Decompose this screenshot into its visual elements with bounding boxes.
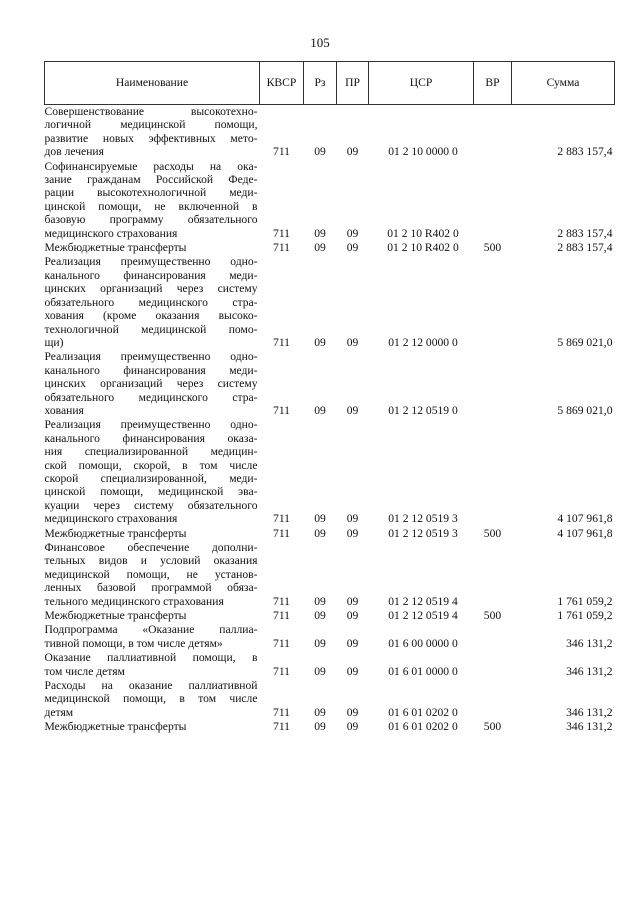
table-row bbox=[45, 651, 615, 679]
row-csr: 01 2 12 0519 3 bbox=[388, 526, 458, 540]
name-line: тивной помощи, в том числе детям» bbox=[44, 636, 223, 650]
row-kvsr: 711 bbox=[273, 335, 290, 349]
header-name: Наименование bbox=[45, 62, 260, 105]
name-line: рации высокотехнологичной меди- bbox=[44, 186, 258, 200]
table-header bbox=[45, 62, 615, 105]
row-vr: 500 bbox=[483, 526, 502, 540]
row-pr: 09 bbox=[346, 145, 359, 159]
row-name bbox=[45, 541, 260, 609]
row-rz: 09 bbox=[314, 226, 326, 240]
header-pr: ПР bbox=[337, 62, 369, 105]
row-kvsr: 711 bbox=[273, 636, 290, 650]
row-kvsr: 711 bbox=[273, 526, 290, 540]
name-line: канального финансирования меди- bbox=[44, 363, 258, 377]
row-pr: 09 bbox=[346, 335, 359, 349]
row-rz: 09 bbox=[314, 403, 326, 417]
row-vr bbox=[474, 160, 512, 241]
row-rz: 09 bbox=[314, 512, 326, 526]
row-csr: 01 6 00 0000 0 bbox=[388, 636, 458, 650]
row-pr: 09 bbox=[346, 636, 359, 650]
name-line: развитие новых эффективных мето- bbox=[44, 131, 258, 145]
name-line: логичной медицинской помощи, bbox=[44, 118, 258, 132]
name-line: медицинского страхования bbox=[44, 512, 178, 526]
name-line: хования bbox=[44, 403, 84, 417]
row-csr: 01 6 01 0202 0 bbox=[388, 720, 458, 734]
row-vr bbox=[474, 350, 512, 418]
row-rz: 09 bbox=[314, 145, 326, 159]
row-pr: 09 bbox=[346, 664, 359, 678]
name-line: тельных видов и условий оказания bbox=[44, 554, 258, 568]
row-kvsr: 711 bbox=[273, 241, 290, 255]
row-pr: 09 bbox=[346, 705, 359, 719]
table-row bbox=[45, 255, 615, 350]
row-name bbox=[45, 609, 260, 623]
name-line: щи) bbox=[44, 335, 64, 349]
budget-table bbox=[44, 61, 615, 735]
page-number: 105 bbox=[310, 35, 330, 50]
row-kvsr: 711 bbox=[273, 594, 290, 608]
row-vr: 500 bbox=[483, 241, 502, 255]
name-line: Расходы на оказание паллиативной bbox=[44, 679, 258, 693]
row-kvsr: 711 bbox=[273, 664, 290, 678]
name-line: канального финансирования оказа- bbox=[44, 431, 258, 445]
header-vr: ВР bbox=[474, 62, 512, 105]
name-line: куации через систему обязательного bbox=[44, 498, 258, 512]
name-line: Реализация преимущественно одно- bbox=[44, 350, 258, 364]
row-kvsr: 711 bbox=[273, 145, 290, 159]
row-vr bbox=[474, 541, 512, 609]
row-sum: 2 883 157,4 bbox=[557, 145, 613, 159]
row-sum: 4 107 961,8 bbox=[557, 512, 613, 526]
table-row bbox=[45, 350, 615, 418]
row-vr: 500 bbox=[483, 609, 502, 623]
name-line: Межбюджетные трансферты bbox=[44, 526, 187, 540]
name-line: цинской помощи, не включенной в bbox=[44, 199, 258, 213]
row-csr: 01 2 12 0000 0 bbox=[388, 335, 458, 349]
row-csr: 01 2 12 0519 0 bbox=[388, 403, 458, 417]
row-pr: 09 bbox=[346, 594, 359, 608]
name-line: том числе детям bbox=[44, 664, 125, 678]
table-row bbox=[45, 541, 615, 609]
name-line: дов лечения bbox=[44, 145, 104, 159]
name-line: Оказание паллиативной помощи, в bbox=[44, 651, 258, 665]
header-sum: Сумма bbox=[512, 62, 615, 105]
name-line: обязательного медицинского стра- bbox=[44, 390, 258, 404]
name-line: цинской помощи, медицинской эва- bbox=[44, 485, 258, 499]
row-sum: 5 869 021,0 bbox=[557, 403, 613, 417]
row-rz: 09 bbox=[314, 705, 326, 719]
row-csr: 01 2 12 0519 4 bbox=[388, 609, 458, 623]
name-line: ленных базовой программой обяза- bbox=[44, 581, 258, 595]
row-sum: 346 131,2 bbox=[566, 705, 613, 719]
row-csr: 01 2 12 0519 4 bbox=[388, 594, 458, 608]
row-kvsr: 711 bbox=[273, 609, 290, 623]
row-pr: 09 bbox=[346, 403, 359, 417]
header-csr: ЦСР bbox=[369, 62, 474, 105]
name-line: детям bbox=[44, 705, 74, 719]
table-row bbox=[45, 623, 615, 651]
name-line: цинских организаций через систему bbox=[44, 282, 258, 296]
row-kvsr: 711 bbox=[273, 226, 290, 240]
name-line: ской помощи, скорой, в том числе bbox=[44, 458, 258, 472]
row-csr: 01 2 10 R402 0 bbox=[387, 241, 459, 255]
name-line: Межбюджетные трансферты bbox=[44, 241, 187, 255]
row-rz: 09 bbox=[314, 241, 326, 255]
name-line: Межбюджетные трансферты bbox=[44, 609, 187, 623]
name-line: обязательного медицинского стра- bbox=[44, 295, 258, 309]
row-name bbox=[45, 651, 260, 679]
table-row bbox=[45, 720, 615, 734]
row-name bbox=[45, 679, 260, 720]
table-row bbox=[45, 679, 615, 720]
row-name bbox=[45, 418, 260, 526]
row-kvsr: 711 bbox=[273, 512, 290, 526]
row-rz: 09 bbox=[314, 335, 326, 349]
row-name bbox=[45, 241, 260, 255]
name-line: Совершенствование высокотехно- bbox=[44, 105, 258, 118]
row-sum: 1 761 059,2 bbox=[557, 609, 613, 623]
row-rz: 09 bbox=[314, 636, 326, 650]
row-vr bbox=[474, 623, 512, 651]
header-row bbox=[45, 62, 615, 105]
row-pr: 09 bbox=[346, 241, 359, 255]
row-rz: 09 bbox=[314, 526, 326, 540]
name-line: зание гражданам Российской Феде- bbox=[44, 173, 258, 187]
row-vr: 500 bbox=[483, 720, 502, 734]
row-sum: 1 761 059,2 bbox=[557, 594, 613, 608]
row-pr: 09 bbox=[346, 720, 359, 734]
row-vr bbox=[474, 651, 512, 679]
table-body bbox=[45, 105, 615, 735]
name-line: медицинской помощи, не установ- bbox=[44, 567, 258, 581]
row-sum: 5 869 021,0 bbox=[557, 335, 613, 349]
name-line: ния специализированной медицин- bbox=[44, 445, 258, 459]
name-line: цинских организаций через систему bbox=[44, 377, 258, 391]
row-name bbox=[45, 527, 260, 541]
row-sum: 4 107 961,8 bbox=[557, 526, 613, 540]
row-pr: 09 bbox=[346, 526, 359, 540]
table-row bbox=[45, 241, 615, 255]
row-rz: 09 bbox=[314, 594, 326, 608]
table-row bbox=[45, 609, 615, 623]
row-csr: 01 6 01 0202 0 bbox=[388, 705, 458, 719]
row-sum: 2 883 157,4 bbox=[557, 226, 613, 240]
row-rz: 09 bbox=[314, 664, 326, 678]
row-pr: 09 bbox=[346, 226, 359, 240]
header-kvsr: КВСР bbox=[260, 62, 304, 105]
row-sum: 2 883 157,4 bbox=[557, 241, 613, 255]
row-vr bbox=[474, 418, 512, 526]
row-kvsr: 711 bbox=[273, 720, 290, 734]
row-sum: 346 131,2 bbox=[566, 720, 613, 734]
row-name bbox=[45, 623, 260, 651]
name-line: Софинансируемые расходы на ока- bbox=[44, 159, 258, 173]
name-line: Реализация преимущественно одно- bbox=[44, 255, 258, 269]
row-kvsr: 711 bbox=[273, 403, 290, 417]
name-line: хования (кроме оказания высоко- bbox=[44, 309, 258, 323]
name-line: Реализация преимущественно одно- bbox=[44, 418, 258, 432]
row-name bbox=[45, 255, 260, 350]
row-vr bbox=[474, 105, 512, 160]
name-line: технологичной медицинской помо- bbox=[44, 322, 258, 336]
row-csr: 01 2 10 R402 0 bbox=[387, 226, 459, 240]
name-line: тельного медицинского страхования bbox=[44, 594, 224, 608]
row-name bbox=[45, 160, 260, 241]
row-name bbox=[45, 105, 260, 160]
row-sum: 346 131,2 bbox=[566, 636, 613, 650]
name-line: базовую программу обязательного bbox=[44, 213, 258, 227]
table-row bbox=[45, 160, 615, 241]
row-csr: 01 2 12 0519 3 bbox=[388, 512, 458, 526]
row-vr bbox=[474, 255, 512, 350]
name-line: Подпрограмма «Оказание паллиа- bbox=[44, 623, 258, 637]
name-line: канального финансирования меди- bbox=[44, 268, 258, 282]
row-rz: 09 bbox=[314, 609, 326, 623]
header-rz: Рз bbox=[304, 62, 337, 105]
row-csr: 01 6 01 0000 0 bbox=[388, 664, 458, 678]
row-pr: 09 bbox=[346, 609, 359, 623]
row-rz: 09 bbox=[314, 720, 326, 734]
row-pr: 09 bbox=[346, 512, 359, 526]
row-sum: 346 131,2 bbox=[566, 664, 613, 678]
row-name bbox=[45, 350, 260, 418]
table-row bbox=[45, 527, 615, 541]
row-name bbox=[45, 720, 260, 734]
name-line: скорой специализированной, меди- bbox=[44, 471, 258, 485]
row-vr bbox=[474, 679, 512, 720]
table-row bbox=[45, 418, 615, 526]
row-csr: 01 2 10 0000 0 bbox=[388, 145, 458, 159]
name-line: медицинского страхования bbox=[44, 226, 178, 240]
name-line: Межбюджетные трансферты bbox=[44, 720, 187, 734]
name-line: Финансовое обеспечение дополни- bbox=[44, 541, 258, 554]
row-kvsr: 711 bbox=[273, 705, 290, 719]
name-line: медицинской помощи, в том числе bbox=[44, 692, 258, 706]
table-row bbox=[45, 105, 615, 160]
